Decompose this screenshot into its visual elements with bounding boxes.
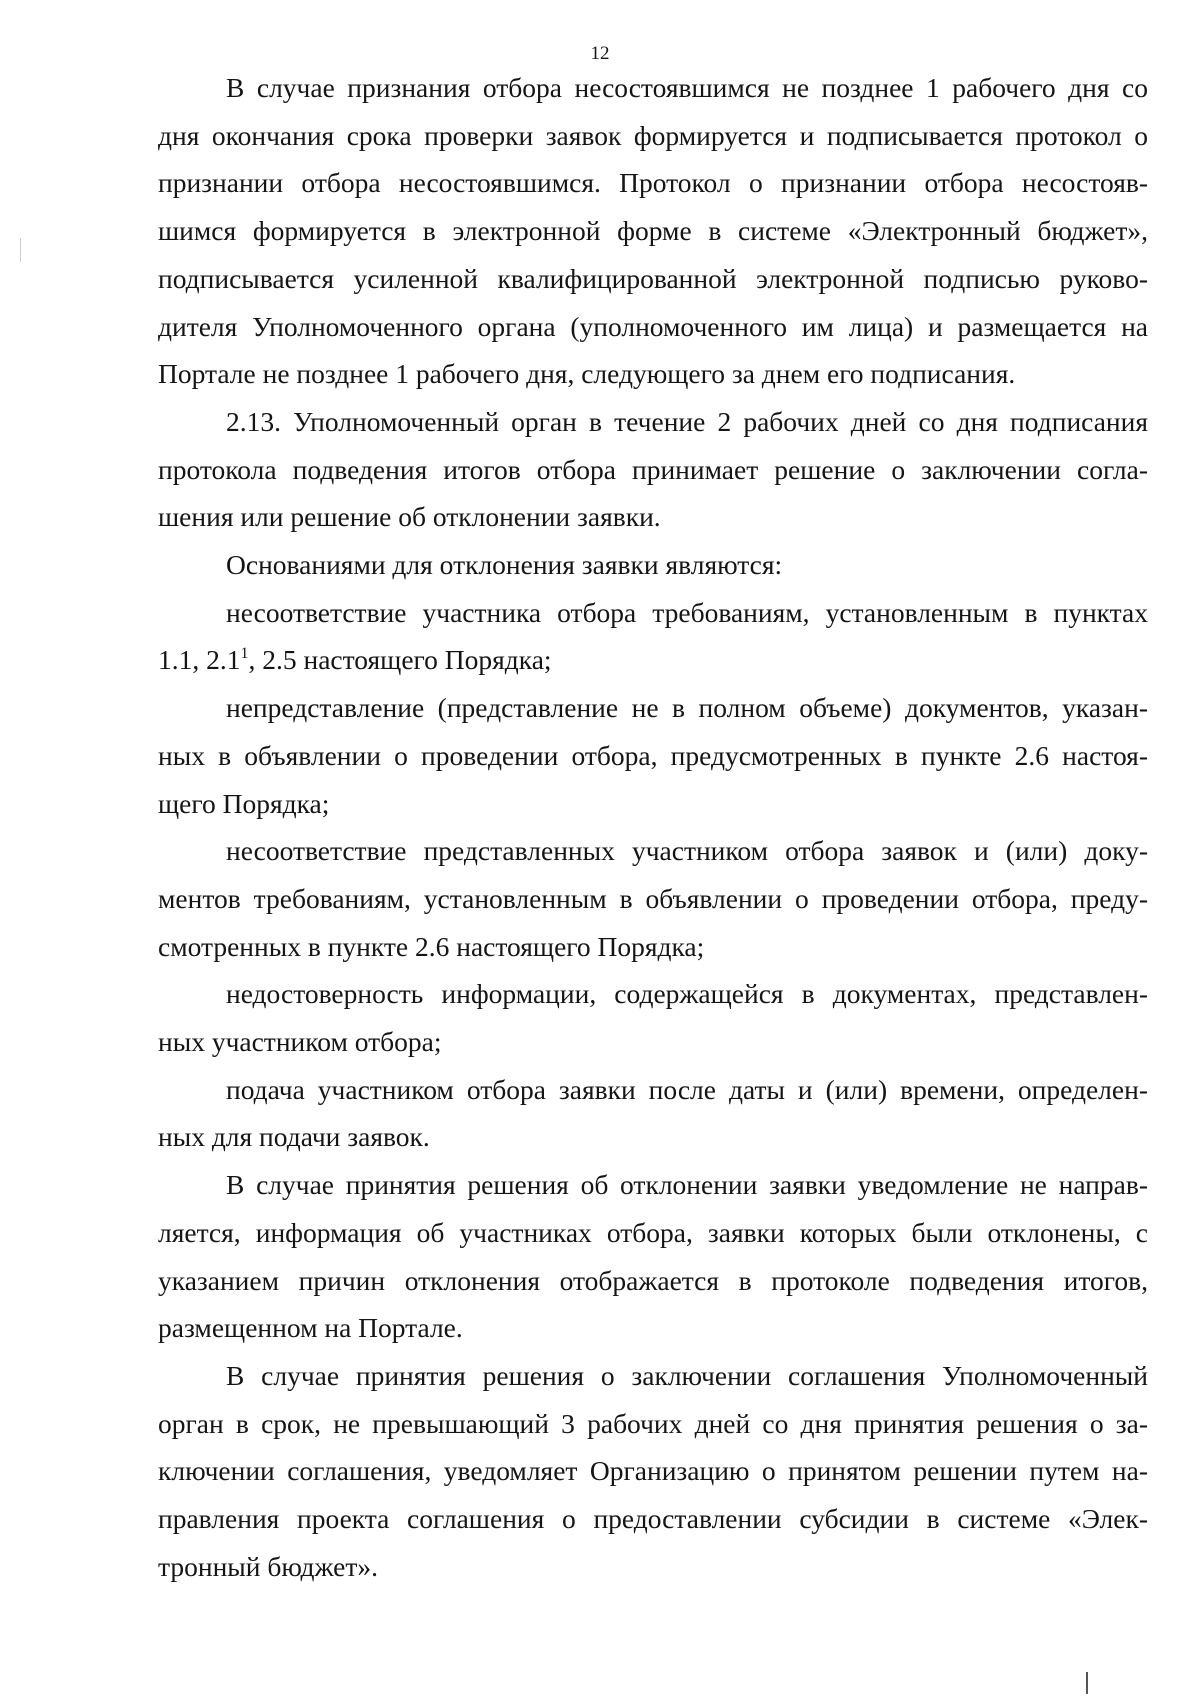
paragraph-noncompliance-participant <box>158 589 1148 828</box>
text-line: дителя Уполномоченного органа (уполномоченного им лица) и размещается на <box>158 310 1148 342</box>
text-line: ключении соглашения, уведомляет Организацию о принятом решении путем на- <box>158 1455 1148 1487</box>
scan-artifact <box>1086 1672 1088 1694</box>
page-number: 12 <box>590 43 610 64</box>
text-line: правления проекта соглашения о предоставлении субсидии в системе «Элек- <box>158 1503 1148 1535</box>
text-line: смотренных в пункте 2.6 настоящего Порядка; <box>158 930 705 962</box>
text-line: несоответствие представленных участником отбора заявок и (или) доку- <box>226 835 1148 867</box>
paragraph-noncompliance-documents <box>158 827 1148 970</box>
paragraph-failed-selection <box>158 64 1148 398</box>
text-line: щего Порядка; <box>158 787 330 819</box>
paragraph-grounds-heading <box>158 541 1148 589</box>
text-line: Основаниями для отклонения заявки являются: <box>226 549 783 581</box>
text-line: Портале не позднее 1 рабочего дня, следующего за днем его подписания. <box>158 358 1016 390</box>
text-line: ных для подачи заявок. <box>158 1121 430 1153</box>
document-body <box>158 64 1148 1591</box>
text-line: ляется, информация об участниках отбора, заявки которых были отклонены, с <box>158 1216 1148 1248</box>
text-line: подписывается усиленной квалифицированной электронной подписью руково- <box>158 262 1148 294</box>
text-line: недостоверность информации, содержащейся в документах, представлен- <box>226 978 1148 1010</box>
text-line: ных участником отбора; <box>158 1026 442 1058</box>
paragraph-agreement-notice <box>158 1352 1148 1591</box>
text-line: размещенном на Портале. <box>158 1312 463 1344</box>
paragraph-late-submission <box>158 1066 1148 1161</box>
paragraph-unreliable-info <box>158 970 1148 1065</box>
text-line: В случае принятия решения о заключении соглашения Уполномоченный <box>226 1359 1148 1391</box>
text-line: подача участником отбора заявки после даты и (или) времени, определен- <box>226 1073 1148 1105</box>
text-line: протокола подведения итогов отбора принимает решение о заключении согла- <box>158 453 1148 485</box>
text-line: В случае признания отбора несостоявшимся не позднее 1 рабочего дня со <box>226 72 1148 103</box>
text-line: дня окончания срока проверки заявок формируется и подписывается протокол о <box>158 119 1148 151</box>
text-fragment: 1.1, 2.1 <box>158 644 241 676</box>
text-fragment: , 2.5 настоящего Порядка; <box>248 644 552 676</box>
text-line: ных в объявлении о проведении отбора, предусмотренных в пункте 2.6 настоя- <box>158 739 1148 771</box>
superscript-mark: 1 <box>240 645 249 663</box>
text-line: несоответствие участника отбора требованиям, установленным в пунктах <box>226 596 1148 628</box>
text-line: указанием причин отклонения отображается в протоколе подведения итогов, <box>158 1264 1148 1296</box>
text-line-with-superscript <box>158 636 1148 684</box>
text-line: тронный бюджет». <box>158 1550 378 1582</box>
text-line: непредставление (представление не в полном объеме) документов, указан- <box>226 692 1148 724</box>
text-line: шения или решение об отклонении заявки. <box>158 501 661 533</box>
text-line: шимся формируется в электронной форме в системе «Электронный бюджет», <box>158 215 1148 247</box>
paragraph-rejection-notice <box>158 1161 1148 1352</box>
text-line: признании отбора несостоявшимся. Протокол о признании отбора несостояв- <box>158 167 1148 199</box>
text-line: орган в срок, не превышающий 3 рабочих дней со дня принятия решения о за- <box>158 1407 1148 1439</box>
text-line: ментов требованиям, установленным в объявлении о проведении отбора, преду- <box>158 882 1148 914</box>
paragraph-2-13 <box>158 398 1148 541</box>
text-line: 2.13. Уполномоченный орган в течение 2 рабочих дней со дня подписания <box>226 405 1148 437</box>
scan-artifact <box>20 238 21 262</box>
text-line: В случае принятия решения об отклонении заявки уведомление не направ- <box>226 1169 1148 1201</box>
